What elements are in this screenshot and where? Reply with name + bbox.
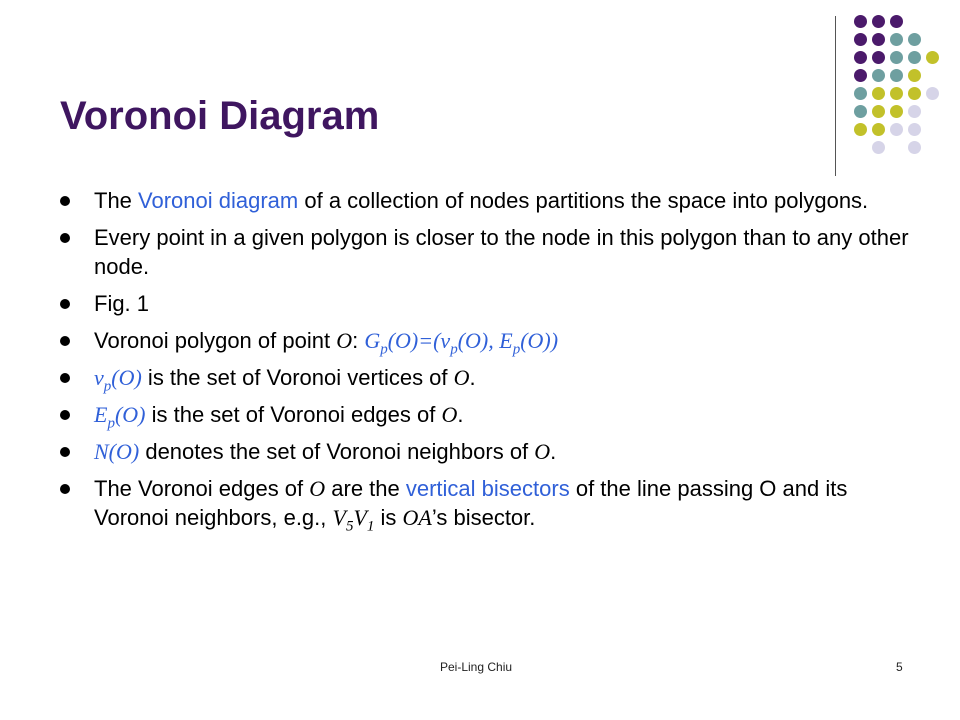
decorative-dot: [854, 123, 867, 136]
decorative-dot: [908, 105, 921, 118]
page-number: 5: [896, 660, 903, 674]
decorative-dot: [854, 15, 867, 28]
bullet-item: $\nu_p(O)$ is the set of Voronoi vertices of O.: [58, 363, 918, 392]
decorative-dot: [908, 51, 921, 64]
formula-voronoi-polygon: $G_p(O)=(\nu_p(O)$, $E_p(O)$): [364, 328, 559, 358]
formula-bisector: $V_5V_1$: [332, 505, 375, 535]
decorative-dot: [890, 105, 903, 118]
term-vertical-bisectors: vertical bisectors: [405, 476, 570, 501]
decorative-dot: [872, 51, 885, 64]
formula-neighbors: N(O): [94, 439, 140, 464]
decorative-dot: [872, 105, 885, 118]
decorative-dot: [854, 105, 867, 118]
decorative-dot: [890, 87, 903, 100]
term-voronoi-diagram: Voronoi diagram: [138, 188, 299, 213]
decorative-dot: [872, 15, 885, 28]
decorative-dot: [854, 51, 867, 64]
decorative-dot: [872, 123, 885, 136]
decorative-dot: [908, 87, 921, 100]
formula-edges: $E_p(O)$: [94, 402, 146, 432]
bullet-item: N(O) denotes the set of Voronoi neighbors of O.: [58, 437, 918, 466]
formula-vertices: $\nu_p(O)$: [94, 365, 142, 395]
decorative-dot: [854, 69, 867, 82]
decorative-dot: [890, 33, 903, 46]
footer-author: Pei-Ling Chiu: [440, 660, 513, 674]
decorative-dot: [926, 51, 939, 64]
decorative-dot: [908, 123, 921, 136]
decorative-dot: [872, 33, 885, 46]
bullet-item: Every point in a given polygon is closer to the node in this polygon than to any other node.: [58, 223, 918, 281]
decorative-dot: [908, 141, 921, 154]
decorative-dot: [854, 33, 867, 46]
bullet-item: Fig. 1: [58, 289, 918, 318]
decorative-dot: [872, 69, 885, 82]
decorative-dot: [890, 69, 903, 82]
bullet-item: $E_p(O)$ is the set of Voronoi edges of O.: [58, 400, 918, 429]
decorative-dot: [890, 123, 903, 136]
decorative-dot: [872, 87, 885, 100]
bullet-list: [58, 186, 918, 540]
decorative-dot-grid: [0, 0, 960, 180]
bullet-item: The Voronoi edges of O are the vertical bisectors of the line passing O and its Voronoi neighbors, e.g., $V_5V_1$ is OA’s bisector.: [58, 474, 918, 532]
title-divider-line: [835, 16, 836, 176]
decorative-dot: [890, 15, 903, 28]
decorative-dot: [854, 87, 867, 100]
bullet-item: The Voronoi diagram of a collection of nodes partitions the space into polygons.: [58, 186, 918, 215]
decorative-dot: [872, 141, 885, 154]
bullet-item: Voronoi polygon of point O: $G_p(O)=(\nu_p(O)$, $E_p(O)$): [58, 326, 918, 355]
decorative-dot: [890, 51, 903, 64]
decorative-dot: [926, 87, 939, 100]
decorative-dot: [908, 69, 921, 82]
slide-title: Voronoi Diagram: [60, 94, 380, 138]
decorative-dot: [908, 33, 921, 46]
